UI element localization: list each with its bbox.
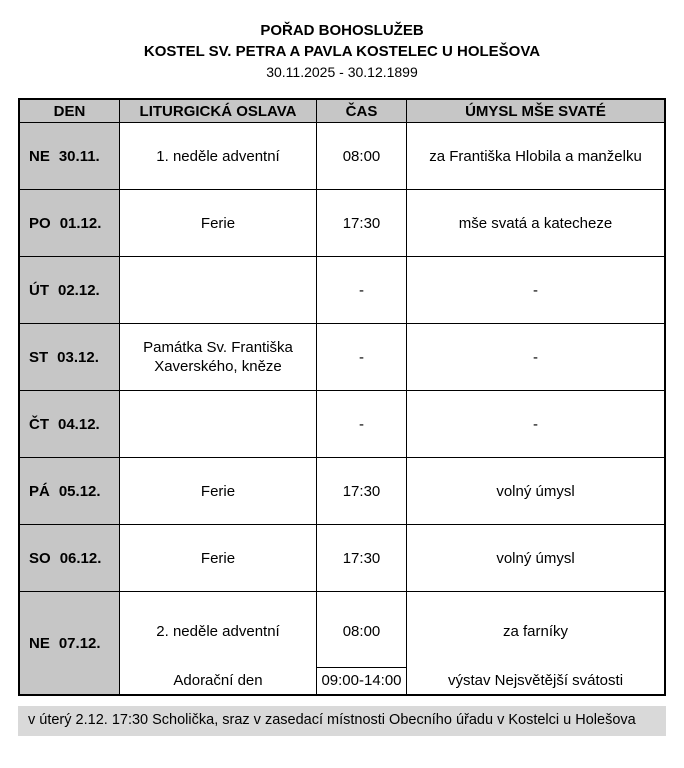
cell-intention: volný úmysl xyxy=(496,482,575,500)
day-abbrev: NE xyxy=(29,147,50,165)
page-title-dates: 30.11.2025 - 30.12.1899 xyxy=(266,64,418,80)
day-date: 07.12. xyxy=(58,634,101,652)
liturgy-line2: Adorační den xyxy=(173,672,263,689)
day-abbrev: ČT xyxy=(29,415,49,433)
cell-intention: volný úmysl xyxy=(496,549,575,567)
day-date: 30.11. xyxy=(58,147,100,165)
table-row xyxy=(20,524,664,591)
page-title-line2: KOSTEL SV. PETRA A PAVLA KOSTELEC U HOLEŠOVA xyxy=(143,43,541,60)
header-cell-den: DEN xyxy=(20,100,120,122)
cell-intention: mše svatá a katecheze xyxy=(458,214,613,232)
table-row xyxy=(20,457,664,524)
cell-den xyxy=(20,257,120,323)
day-date: 02.12. xyxy=(58,281,100,299)
cell-den xyxy=(20,391,120,457)
day-date: 01.12. xyxy=(59,214,102,232)
time-line1: 08:00 xyxy=(342,623,381,640)
day-date: 04.12. xyxy=(58,415,100,433)
cell-liturgy xyxy=(120,592,317,694)
cell-time: 08:00 xyxy=(317,123,407,189)
header-cell-liturgy: LITURGICKÁ OSLAVA xyxy=(120,100,317,122)
table-row xyxy=(20,323,664,390)
table-row xyxy=(20,390,664,457)
cell-den xyxy=(20,190,120,256)
cell-liturgy: Ferie xyxy=(120,190,317,256)
table-row xyxy=(20,591,664,694)
day-abbrev: PÁ xyxy=(29,482,50,500)
cell-liturgy xyxy=(120,257,317,323)
day-abbrev: NE xyxy=(29,634,50,652)
table-row xyxy=(20,256,664,323)
table-row xyxy=(20,189,664,256)
cell-intention: za Františka Hlobila a manželku xyxy=(429,147,642,165)
footer-note: v úterý 2.12. 17:30 Scholička, sraz v zasedací místnosti Obecního úřadu v Kostelci u Holešova xyxy=(18,706,666,736)
cell-time: 17:30 xyxy=(317,190,407,256)
time-line2: 09:00-14:00 xyxy=(317,667,406,694)
liturgy-line1: 2. neděle adventní xyxy=(156,623,280,640)
cell-liturgy: 1. neděle adventní xyxy=(120,123,317,189)
cell-time: - xyxy=(317,257,407,323)
header-cell-time: ČAS xyxy=(317,100,407,122)
day-date: 05.12. xyxy=(58,482,101,500)
cell-liturgy: Ferie xyxy=(120,525,317,591)
cell-time: - xyxy=(317,324,407,390)
cell-intention xyxy=(407,592,664,694)
day-abbrev: SO xyxy=(29,549,51,567)
cell-liturgy: Ferie xyxy=(120,458,317,524)
cell-liturgy: Památka Sv. Františka Xaverského, kněze xyxy=(120,324,317,390)
cell-den xyxy=(20,123,120,189)
cell-time xyxy=(317,592,407,694)
day-abbrev: ST xyxy=(29,348,49,366)
cell-time: 17:30 xyxy=(317,458,407,524)
cell-time: - xyxy=(317,391,407,457)
intention-line2: výstav Nejsvětější svátosti xyxy=(447,672,624,689)
cell-den xyxy=(20,458,120,524)
cell-den xyxy=(20,525,120,591)
cell-den xyxy=(20,592,120,694)
table-row xyxy=(20,122,664,189)
table-header-row xyxy=(20,100,664,122)
header-cell-intention: ÚMYSL MŠE SVATÉ xyxy=(465,102,606,120)
cell-intention: - xyxy=(533,415,538,433)
day-date: 03.12. xyxy=(57,348,99,366)
cell-time: 17:30 xyxy=(317,525,407,591)
day-date: 06.12. xyxy=(59,549,102,567)
cell-intention: - xyxy=(533,348,538,366)
page-title xyxy=(0,0,684,83)
page-title-line1: POŘAD BOHOSLUŽEB xyxy=(260,22,424,39)
schedule-table xyxy=(18,98,666,696)
cell-intention: - xyxy=(533,281,538,299)
cell-den xyxy=(20,324,120,390)
day-abbrev: ÚT xyxy=(29,281,49,299)
intention-line1: za farníky xyxy=(502,623,569,640)
day-abbrev: PO xyxy=(29,214,51,232)
cell-liturgy xyxy=(120,391,317,457)
